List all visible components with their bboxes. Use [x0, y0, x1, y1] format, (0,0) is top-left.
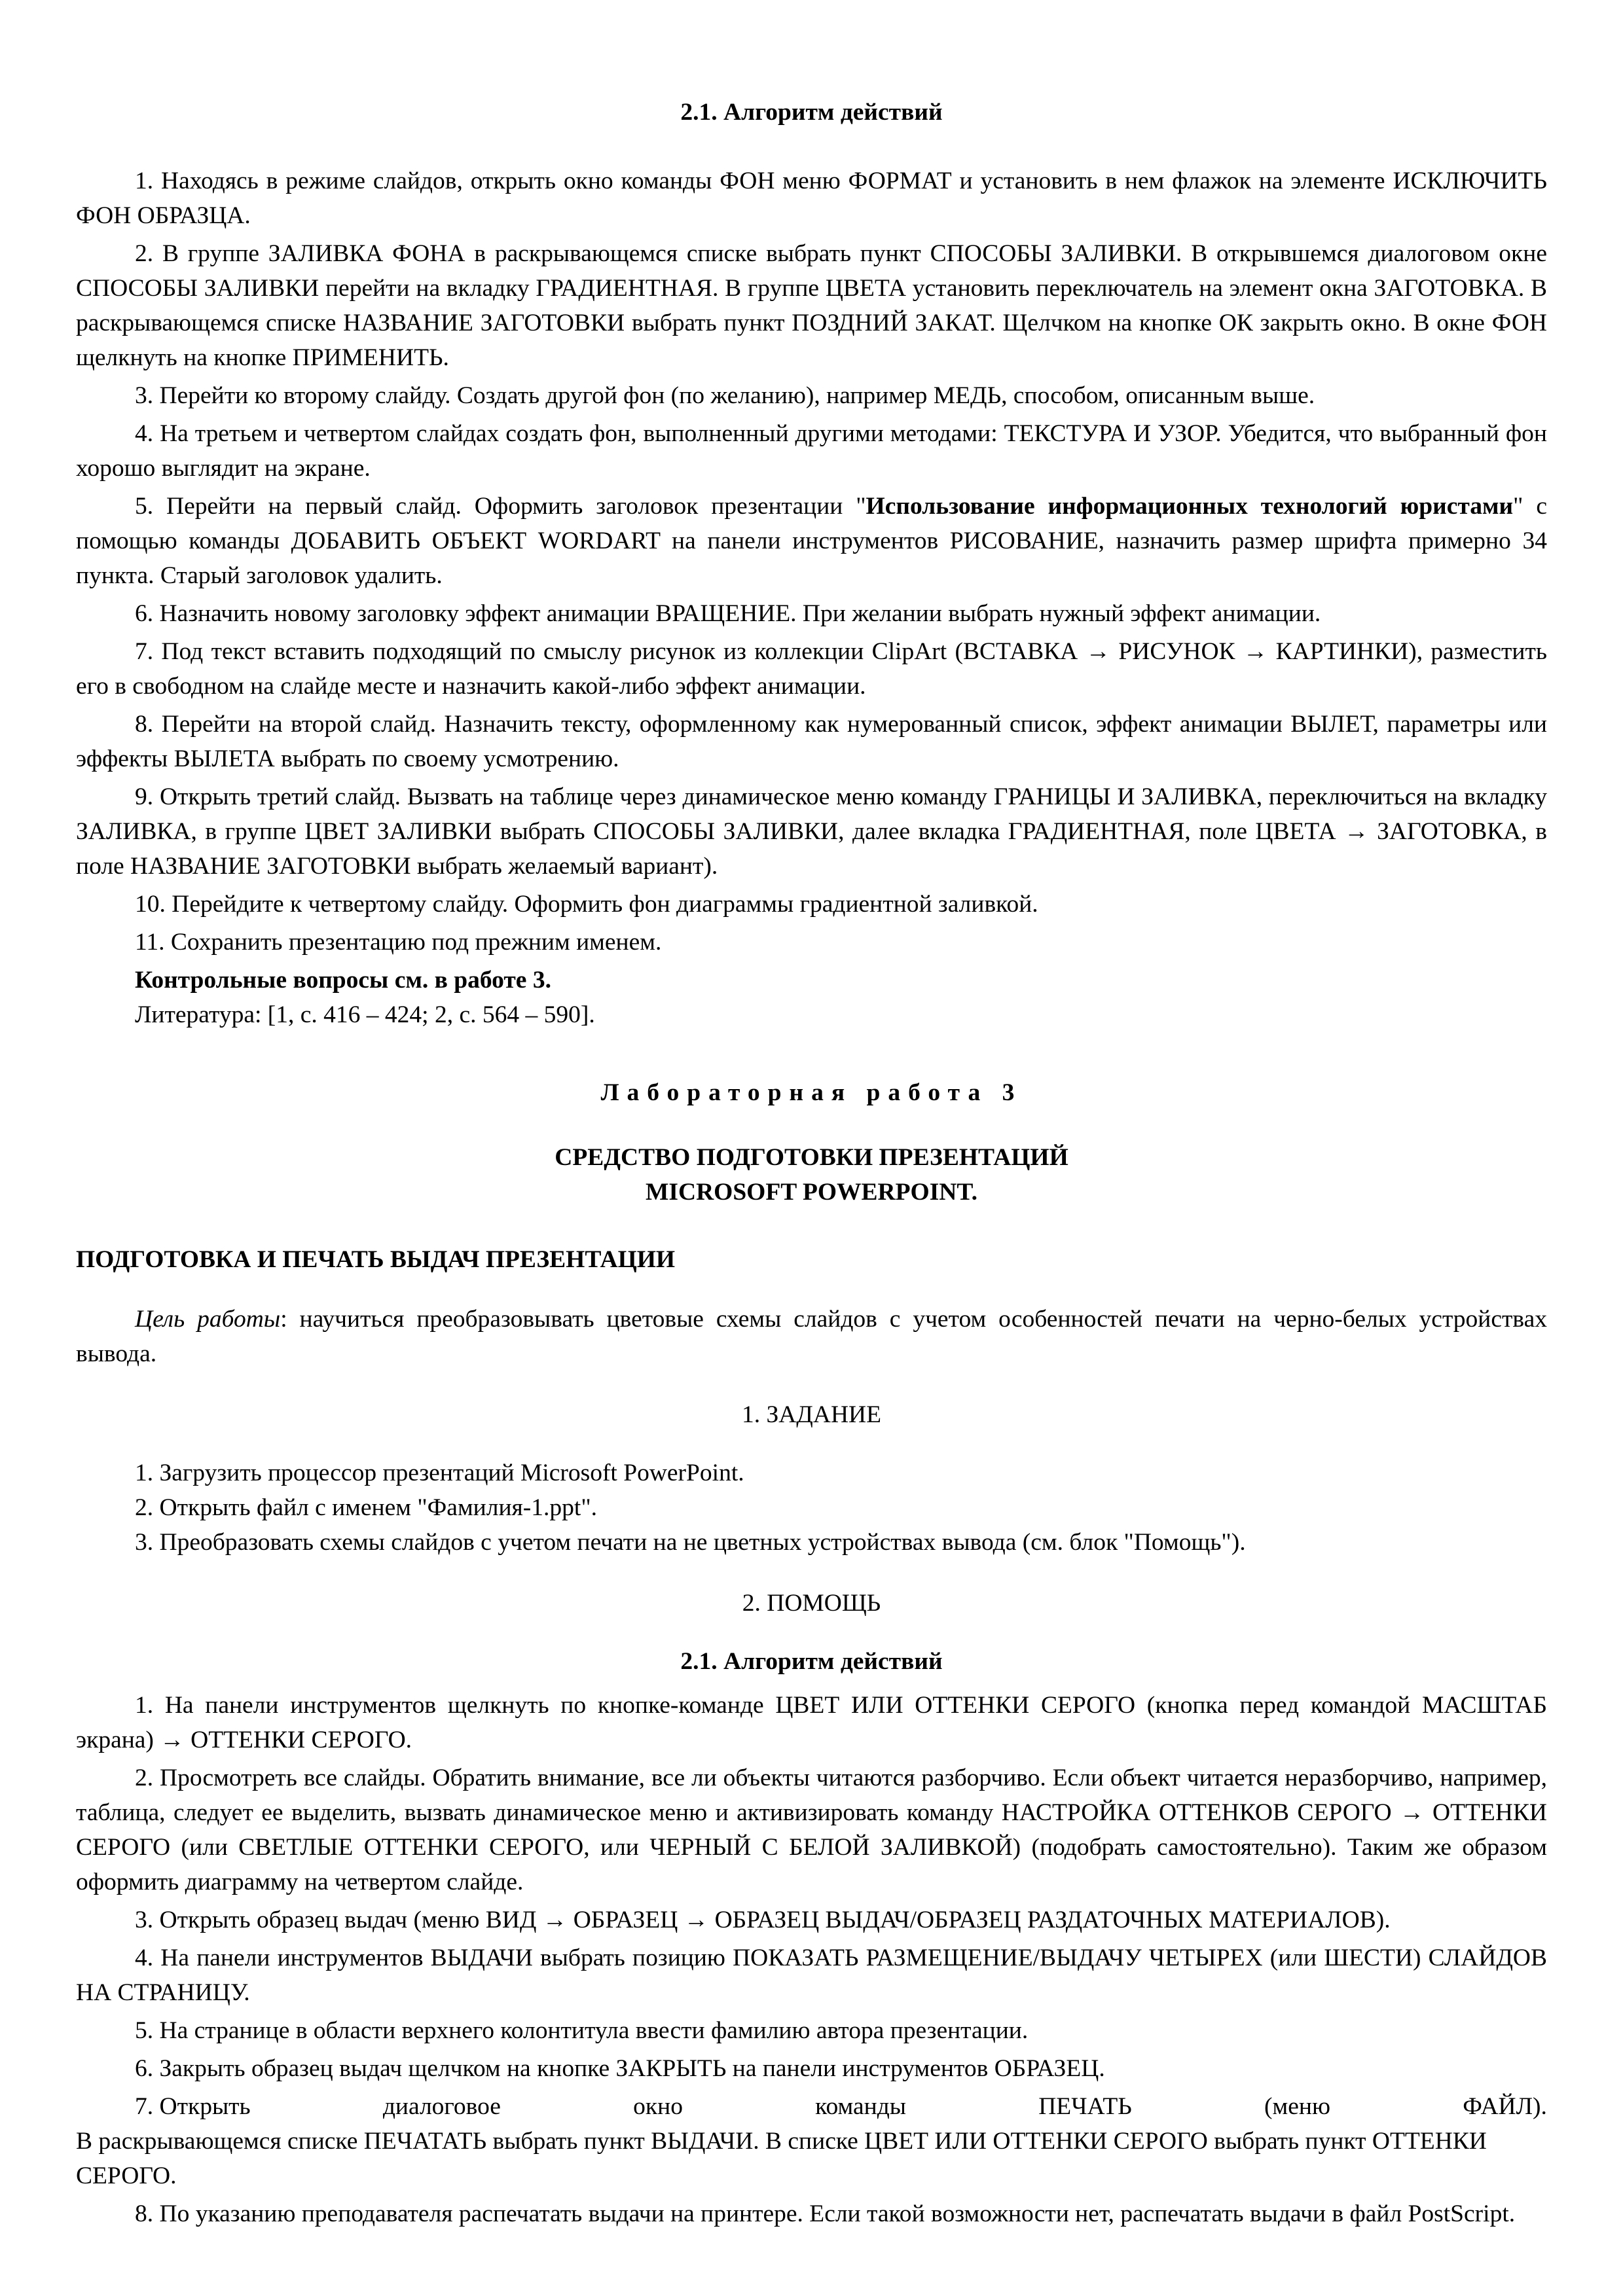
lab-subtitle: ПОДГОТОВКА И ПЕЧАТЬ ВЫДАЧ ПРЕЗЕНТАЦИИ	[76, 1246, 676, 1273]
lab-title-line1: СРЕДСТВО ПОДГОТОВКИ ПРЕЗЕНТАЦИЙ	[555, 1144, 1068, 1171]
lab-title	[76, 1140, 1547, 1210]
help-item: 2. Просмотреть все слайды. Обратить внимание, все ли объекты читаются разборчиво. Если объект читается неразборчиво, например, таблица, следует ее выделить, вызвать динамическое меню и активизировать команду НАСТРОЙКА ОТТЕНКОВ СЕРОГО → ОТТЕНКИ СЕРОГО (или СВЕТЛЫЕ ОТТЕНКИ СЕРОГО, или ЧЕРНЫЙ С БЕЛОЙ ЗАЛИВКОЙ) (подобрать самостоятельно). Таким же образом оформить диаграмму на четвертом слайде.	[76, 1765, 1547, 1895]
list-item: 11. Сохранить презентацию под прежним именем.	[135, 929, 662, 956]
word: (меню	[1264, 2093, 1330, 2120]
help-item: 6. Закрыть образец выдач щелчком на кнопке ЗАКРЫТЬ на панели инструментов ОБРАЗЕЦ.	[135, 2055, 1105, 2082]
help-item: 4. На панели инструментов ВЫДАЧИ выбрать позицию ПОКАЗАТЬ РАЗМЕЩЕНИЕ/ВЫДАЧУ ЧЕТЫРЕХ (или ШЕСТИ) СЛАЙДОВ НА СТРАНИЦУ.	[76, 1945, 1547, 2006]
lab-title-line2: MICROSOFT POWERPOINT.	[646, 1179, 977, 1206]
control-questions: Контрольные вопросы см. в работе 3.	[135, 967, 551, 994]
list-item: 8. Перейти на второй слайд. Назначить тексту, оформленному как нумерованный список, эффект анимации ВЫЛЕТ, параметры или эффекты ВЫЛЕТА выбрать по своему усмотрению.	[76, 711, 1547, 772]
list-item: 1. Находясь в режиме слайдов, открыть окно команды ФОН меню ФОРМАТ и установить в нем флажок на элементе ИСКЛЮЧИТЬ ФОН ОБРАЗЦА.	[76, 168, 1547, 229]
help-subheading: 2.1. Алгоритм действий	[680, 1648, 943, 1675]
help-item: 1. На панели инструментов щелкнуть по кнопке-команде ЦВЕТ ИЛИ ОТТЕНКИ СЕРОГО (кнопка перед командой МАСШТАБ экрана) → ОТТЕНКИ СЕРОГО.	[76, 1692, 1547, 1753]
list-item: 9. Открыть третий слайд. Вызвать на таблице через динамическое меню команду ГРАНИЦЫ И ЗАЛИВКА, переключиться на вкладку ЗАЛИВКА, в группе ЦВЕТ ЗАЛИВКИ выбрать СПОСОБЫ ЗАЛИВКИ, далее вкладка ГРАДИЕНТНАЯ, поле ЦВЕТА → ЗАГОТОВКА, в поле НАЗВАНИЕ ЗАГОТОВКИ выбрать желаемый вариант).	[76, 783, 1547, 880]
literature: Литература: [1, с. 416 – 424; 2, с. 564 – 590].	[135, 1001, 595, 1028]
word: ФАЙЛ).	[1463, 2093, 1547, 2120]
help-item: 5. На странице в области верхнего колонтитула ввести фамилию автора презентации.	[135, 2017, 1029, 2044]
list-item: 6. Назначить новому заголовку эффект анимации ВРАЩЕНИЕ. При желании выбрать нужный эффект анимации.	[135, 600, 1321, 627]
item5-pre: 5. Перейти на первый слайд. Оформить заголовок презентации "	[135, 493, 866, 520]
item5-post: " с помощью команды ДОБАВИТЬ ОБЪЕКТ WORDART на панели инструментов РИСОВАНИЕ, назначить размер шрифта примерно 34 пункта. Старый заголовок удалить.	[76, 493, 1547, 589]
list-item: 10. Перейдите к четвертому слайду. Оформить фон диаграммы градиентной заливкой.	[135, 891, 1038, 918]
task-item: 3. Преобразовать схемы слайдов с учетом печати на не цветных устройствах вывода (см. блок "Помощь").	[135, 1529, 1246, 1556]
word: окно	[633, 2093, 683, 2120]
list-item: 3. Перейти ко второму слайду. Создать другой фон (по желанию), например МЕДЬ, способом, описанным выше.	[135, 382, 1315, 409]
word: команды	[815, 2093, 906, 2120]
list-item: 2. В группе ЗАЛИВКА ФОНА в раскрывающемся списке выбрать пункт СПОСОБЫ ЗАЛИВКИ. В открывшемся диалоговом окне СПОСОБЫ ЗАЛИВКИ перейти на вкладку ГРАДИЕНТНАЯ. В группе ЦВЕТА установить переключатель на элемент окна ЗАГОТОВКА. В раскрывающемся списке НАЗВАНИЕ ЗАГОТОВКИ выбрать пункт ПОЗДНИЙ ЗАКАТ. Щелчком на кнопке ОК закрыть окно. В окне ФОН щелкнуть на кнопке ПРИМЕНИТЬ.	[76, 240, 1547, 371]
goal-paragraph	[76, 1302, 1547, 1371]
word: диалоговое	[382, 2093, 501, 2120]
help-item-7-rest: В раскрывающемся списке ПЕЧАТАТЬ выбрать пункт ВЫДАЧИ. В списке ЦВЕТ ИЛИ ОТТЕНКИ СЕРОГО выбрать пункт ОТТЕНКИ СЕРОГО.	[76, 2128, 1487, 2189]
word: ПЕЧАТЬ	[1038, 2093, 1132, 2120]
task-item: 1. Загрузить процессор презентаций Microsoft PowerPoint.	[135, 1460, 744, 1486]
goal-label: Цель работы	[135, 1306, 281, 1333]
help-item-7-first-line	[76, 2089, 1547, 2124]
list-item: 7. Под текст вставить подходящий по смыслу рисунок из коллекции ClipArt (ВСТАВКА → РИСУНОК → КАРТИНКИ), разместить его в свободном на слайде месте и назначить какой-либо эффект анимации.	[76, 638, 1547, 700]
goal-text: : научиться преобразовывать цветовые схемы слайдов с учетом особенностей печати на черно-белых устройствах вывода.	[76, 1306, 1547, 1367]
lab-label: Лабораторная работа 3	[600, 1079, 1023, 1106]
word: 7. Открыть	[135, 2093, 251, 2120]
task-heading: 1. ЗАДАНИЕ	[741, 1401, 882, 1428]
item5-bold: Использование информационных технологий юристами	[866, 493, 1514, 520]
list-item	[76, 489, 1547, 593]
help-heading: 2. ПОМОЩЬ	[742, 1590, 881, 1617]
help-item: 3. Открыть образец выдач (меню ВИД → ОБРАЗЕЦ → ОБРАЗЕЦ ВЫДАЧ/ОБРАЗЕЦ РАЗДАТОЧНЫХ МАТЕРИАЛОВ).	[135, 1907, 1391, 1933]
list-item: 4. На третьем и четвертом слайдах создать фон, выполненный другими методами: ТЕКСТУРА И УЗОР. Убедится, что выбранный фон хорошо выглядит на экране.	[76, 420, 1547, 482]
task-item: 2. Открыть файл с именем "Фамилия-1.ppt".	[135, 1494, 597, 1521]
section-heading: 2.1. Алгоритм действий	[680, 99, 943, 126]
help-item: 8. По указанию преподавателя распечатать выдачи на принтере. Если такой возможности нет, распечатать выдачи в файл PostScript.	[135, 2200, 1516, 2227]
